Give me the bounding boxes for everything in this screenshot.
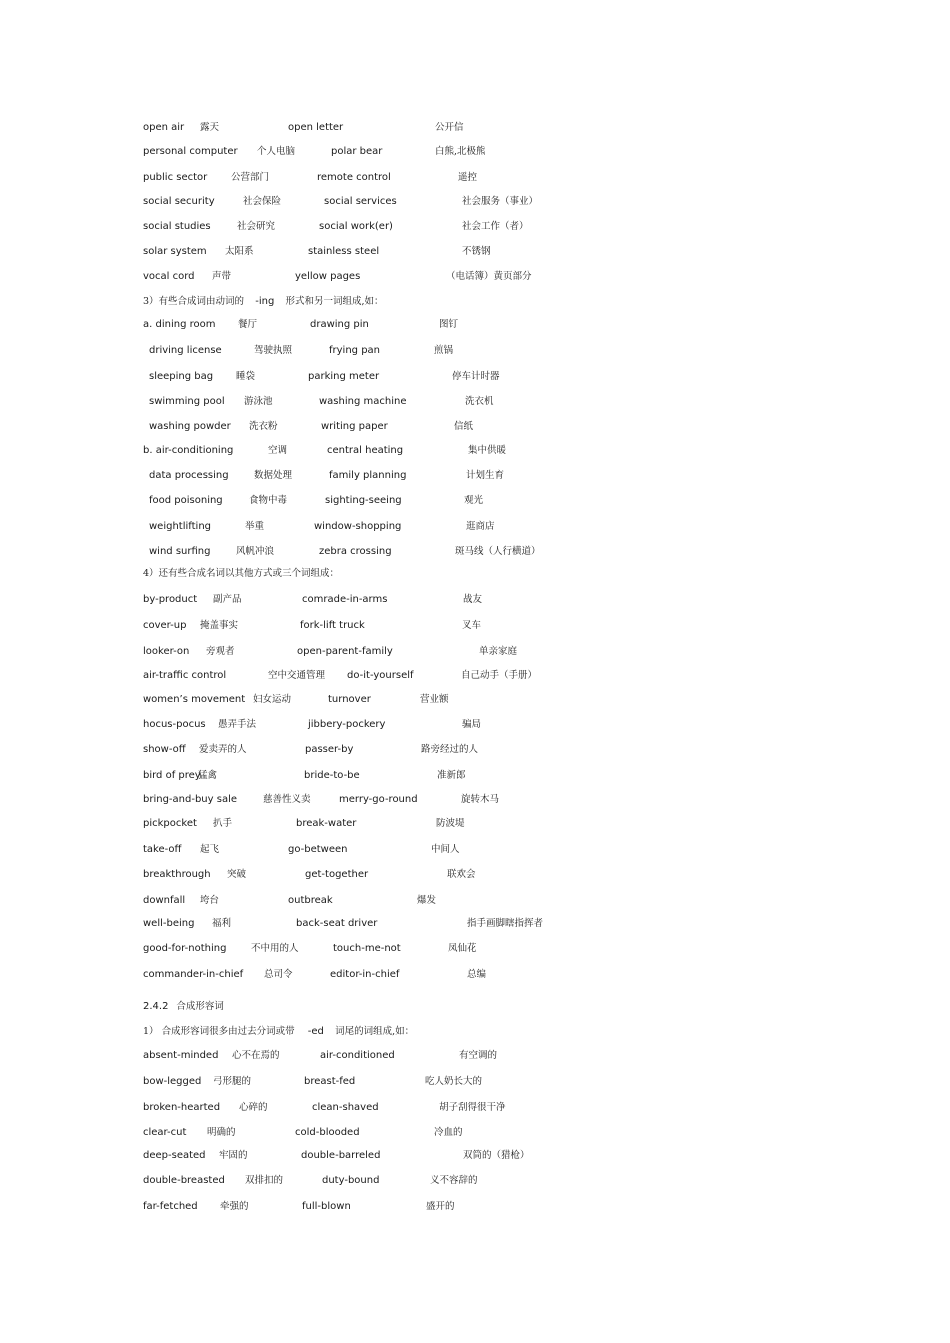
term-en: social security	[143, 196, 215, 207]
term-zh: 弓形腿的	[213, 1076, 252, 1087]
term-zh: 斑马线（人行横道）	[455, 546, 541, 557]
vocab-row	[0, 816, 950, 832]
term-en: solar system	[143, 246, 207, 257]
term-zh: 双筒的（猎枪）	[463, 1150, 530, 1161]
term-zh: 个人电脑	[257, 146, 296, 157]
term-zh: 风帆冲浪	[236, 546, 275, 557]
term-zh: 指手画脚瞎指挥者	[467, 918, 544, 929]
term-zh: 逛商店	[466, 521, 495, 532]
term-en: driving license	[149, 345, 222, 356]
term-zh: 停车计时器	[452, 371, 500, 382]
heading-other-compounds: 4）还有些合成名词以其他方式或三个词组成：	[143, 568, 340, 579]
vocab-row	[0, 244, 950, 260]
term-en: break-water	[296, 818, 357, 829]
vocab-row	[0, 668, 950, 684]
term-en: frying pan	[329, 345, 381, 356]
term-en: downfall	[143, 895, 186, 906]
term-en: well-being	[143, 918, 195, 929]
vocab-row	[0, 867, 950, 883]
term-en: good-for-nothing	[143, 943, 227, 954]
term-en: central heating	[327, 445, 404, 456]
term-zh: 妇女运动	[253, 694, 292, 705]
vocab-row	[0, 1173, 950, 1189]
term-en: full-blown	[302, 1201, 351, 1212]
term-zh: 叉车	[462, 620, 482, 631]
term-en: sighting-seeing	[325, 495, 402, 506]
term-en: back-seat driver	[296, 918, 378, 929]
term-zh: 爱卖弄的人	[199, 744, 247, 755]
term-en: social work(er)	[319, 221, 393, 232]
term-en: fork-lift truck	[300, 620, 365, 631]
term-en: window-shopping	[314, 521, 402, 532]
term-zh: 食物中毒	[249, 495, 288, 506]
heading-ing-compounds: 3）有些合成词由动词的 -ing 形式和另一词组成,如：	[143, 296, 384, 307]
term-en: double-breasted	[143, 1175, 225, 1186]
vocab-row	[0, 369, 950, 385]
term-en: personal computer	[143, 146, 238, 157]
term-en: jibbery-pockery	[308, 719, 386, 730]
term-zh: 垮台	[200, 895, 220, 906]
term-zh: 遥控	[458, 172, 478, 183]
term-zh: 空调	[268, 445, 288, 456]
term-zh: 不锈钢	[462, 246, 491, 257]
term-en: take-off	[143, 844, 182, 855]
term-zh: 突破	[227, 869, 247, 880]
term-zh: 不中用的人	[251, 943, 299, 954]
term-zh: 爆发	[417, 895, 437, 906]
term-en: clean-shaved	[312, 1102, 379, 1113]
term-zh: 声带	[212, 271, 232, 282]
term-en: air-conditioned	[320, 1050, 395, 1061]
term-zh: 双排扣的	[245, 1175, 284, 1186]
term-zh: 游泳池	[244, 396, 273, 407]
term-en: broken-hearted	[143, 1102, 221, 1113]
term-en: bring-and-buy sale	[143, 794, 238, 805]
vocab-row	[0, 1199, 950, 1215]
term-en: public sector	[143, 172, 208, 183]
term-en: bow-legged	[143, 1076, 202, 1087]
term-zh: 凤仙花	[448, 943, 477, 954]
vocab-row	[0, 519, 950, 535]
term-zh: 副产品	[213, 594, 242, 605]
vocab-row	[0, 916, 950, 932]
term-en: stainless steel	[308, 246, 380, 257]
term-zh: 信纸	[454, 421, 474, 432]
term-en: women’s movement	[143, 694, 246, 705]
term-en: breakthrough	[143, 869, 211, 880]
term-zh: 总司令	[264, 969, 293, 980]
vocab-row	[0, 792, 950, 808]
term-en: merry-go-round	[339, 794, 418, 805]
term-en: do-it-yourself	[347, 670, 414, 681]
term-zh: 白熊,北极熊	[435, 146, 486, 157]
term-zh: 牵强的	[220, 1201, 249, 1212]
vocab-row	[0, 592, 950, 608]
term-en: polar bear	[331, 146, 383, 157]
term-zh: 联欢会	[447, 869, 476, 880]
term-zh: 自己动手（手册）	[461, 670, 538, 681]
term-zh: 冷血的	[434, 1127, 463, 1138]
term-zh: 社会保险	[243, 196, 282, 207]
term-en: double-barreled	[301, 1150, 381, 1161]
term-en: writing paper	[321, 421, 388, 432]
term-en: far-fetched	[143, 1201, 198, 1212]
term-en: wind surfing	[149, 546, 211, 557]
term-zh: 牢固的	[219, 1150, 248, 1161]
vocab-row	[0, 893, 950, 909]
vocab-row	[0, 941, 950, 957]
term-zh: 吃人奶长大的	[425, 1076, 483, 1087]
term-zh: 起飞	[200, 844, 220, 855]
term-en: swimming pool	[149, 396, 225, 407]
term-zh: 骗局	[462, 719, 482, 730]
term-zh: 福利	[212, 918, 232, 929]
vocab-row	[0, 768, 950, 784]
term-en: cover-up	[143, 620, 187, 631]
term-zh: 路旁经过的人	[421, 744, 479, 755]
term-en: parking meter	[308, 371, 380, 382]
term-en: zebra crossing	[319, 546, 392, 557]
term-en: hocus-pocus	[143, 719, 206, 730]
term-en: b. air-conditioning	[143, 445, 234, 456]
term-en: open-parent-family	[297, 646, 393, 657]
term-zh: 猛禽	[198, 770, 218, 781]
term-en: commander-in-chief	[143, 969, 244, 980]
term-en: touch-me-not	[333, 943, 401, 954]
vocab-row	[0, 269, 950, 285]
term-zh: 旋转木马	[461, 794, 500, 805]
term-en: open letter	[288, 122, 344, 133]
term-zh: 社会服务（事业）	[462, 196, 539, 207]
term-zh: 单亲家庭	[479, 646, 518, 657]
term-en: comrade-in-arms	[302, 594, 388, 605]
term-zh: 心不在焉的	[232, 1050, 280, 1061]
term-zh: 社会工作（者）	[462, 221, 529, 232]
term-zh: 有空调的	[459, 1050, 498, 1061]
vocab-row	[0, 1148, 950, 1164]
term-en: editor-in-chief	[330, 969, 400, 980]
term-en: food poisoning	[149, 495, 223, 506]
term-zh: 愚弄手法	[218, 719, 257, 730]
term-zh: 餐厅	[238, 319, 258, 330]
term-en: show-off	[143, 744, 186, 755]
term-zh: 胡子刮得很干净	[439, 1102, 506, 1113]
vocab-row	[0, 1048, 950, 1064]
vocab-row	[0, 443, 950, 459]
term-en: vocal cord	[143, 271, 195, 282]
term-zh: 空中交通管理	[268, 670, 326, 681]
term-en: bride-to-be	[304, 770, 360, 781]
term-zh: 准新郎	[437, 770, 466, 781]
term-en: deep-seated	[143, 1150, 206, 1161]
vocab-row	[0, 644, 950, 660]
term-en: go-between	[288, 844, 348, 855]
term-zh: 公开信	[435, 122, 464, 133]
term-zh: 睡袋	[236, 371, 256, 382]
term-en: weightlifting	[149, 521, 212, 532]
term-zh: 慈善性义卖	[263, 794, 311, 805]
term-zh: 举重	[245, 521, 265, 532]
term-en: absent-minded	[143, 1050, 219, 1061]
heading-compound-adjectives: 1） 合成形容词很多由过去分词或带 -ed 词尾的词组成,如：	[143, 1026, 415, 1037]
vocab-row	[0, 692, 950, 708]
term-zh: 社会研究	[237, 221, 276, 232]
term-zh: 洗衣粉	[249, 421, 278, 432]
vocab-row	[0, 219, 950, 235]
term-en: turnover	[328, 694, 371, 705]
section-heading: 2.4.2 合成形容词	[143, 1001, 224, 1012]
term-en: get-together	[305, 869, 369, 880]
term-zh: 营业额	[420, 694, 449, 705]
term-zh: 集中供暖	[468, 445, 507, 456]
term-zh: 旁观者	[206, 646, 235, 657]
term-en: duty-bound	[322, 1175, 380, 1186]
vocab-row	[0, 493, 950, 509]
term-en: outbreak	[288, 895, 333, 906]
term-zh: 计划生育	[466, 470, 505, 481]
term-zh: 数据处理	[254, 470, 293, 481]
vocab-row	[0, 1100, 950, 1116]
vocab-row	[0, 842, 950, 858]
term-zh: 防波堤	[436, 818, 465, 829]
vocab-row	[0, 544, 950, 560]
term-en: washing machine	[319, 396, 407, 407]
term-zh: 义不容辞的	[430, 1175, 478, 1186]
term-en: pickpocket	[143, 818, 197, 829]
vocab-row	[0, 1125, 950, 1141]
vocab-row	[0, 742, 950, 758]
term-en: social services	[324, 196, 397, 207]
term-zh: 观光	[464, 495, 484, 506]
term-en: social studies	[143, 221, 211, 232]
term-zh: 图钉	[439, 319, 459, 330]
term-zh: 盛开的	[426, 1201, 455, 1212]
term-en: yellow pages	[295, 271, 361, 282]
term-zh: 露天	[200, 122, 220, 133]
vocab-row	[0, 419, 950, 435]
term-en: a. dining room	[143, 319, 216, 330]
term-zh: 中间人	[431, 844, 460, 855]
term-zh: （电话簿）黄页部分	[446, 271, 532, 282]
term-en: by-product	[143, 594, 198, 605]
vocab-row	[0, 144, 950, 160]
term-en: family planning	[329, 470, 407, 481]
term-en: drawing pin	[310, 319, 369, 330]
term-zh: 明确的	[207, 1127, 236, 1138]
term-zh: 洗衣机	[465, 396, 494, 407]
vocab-row	[0, 468, 950, 484]
term-zh: 太阳系	[225, 246, 254, 257]
term-en: washing powder	[149, 421, 231, 432]
term-en: remote control	[317, 172, 391, 183]
term-zh: 心碎的	[239, 1102, 268, 1113]
vocab-row	[0, 194, 950, 210]
vocab-row	[0, 618, 950, 634]
vocab-row	[0, 317, 950, 333]
vocab-row	[0, 1074, 950, 1090]
term-en: air-traffic control	[143, 670, 227, 681]
term-en: open air	[143, 122, 185, 133]
term-zh: 扒手	[213, 818, 233, 829]
term-zh: 总编	[467, 969, 487, 980]
term-en: looker-on	[143, 646, 190, 657]
term-en: cold-blooded	[295, 1127, 360, 1138]
term-en: sleeping bag	[149, 371, 214, 382]
vocab-row	[0, 120, 950, 136]
vocab-row	[0, 394, 950, 410]
term-zh: 公营部门	[231, 172, 270, 183]
term-en: breast-fed	[304, 1076, 356, 1087]
vocab-row	[0, 717, 950, 733]
vocab-row	[0, 343, 950, 359]
term-zh: 掩盖事实	[200, 620, 239, 631]
term-zh: 煎锅	[434, 345, 454, 356]
vocab-row	[0, 170, 950, 186]
term-en: data processing	[149, 470, 229, 481]
vocab-row	[0, 967, 950, 983]
term-en: passer-by	[305, 744, 354, 755]
term-zh: 战友	[463, 594, 483, 605]
term-en: clear-cut	[143, 1127, 187, 1138]
term-zh: 驾驶执照	[254, 345, 293, 356]
term-en: bird of prey	[143, 770, 201, 781]
